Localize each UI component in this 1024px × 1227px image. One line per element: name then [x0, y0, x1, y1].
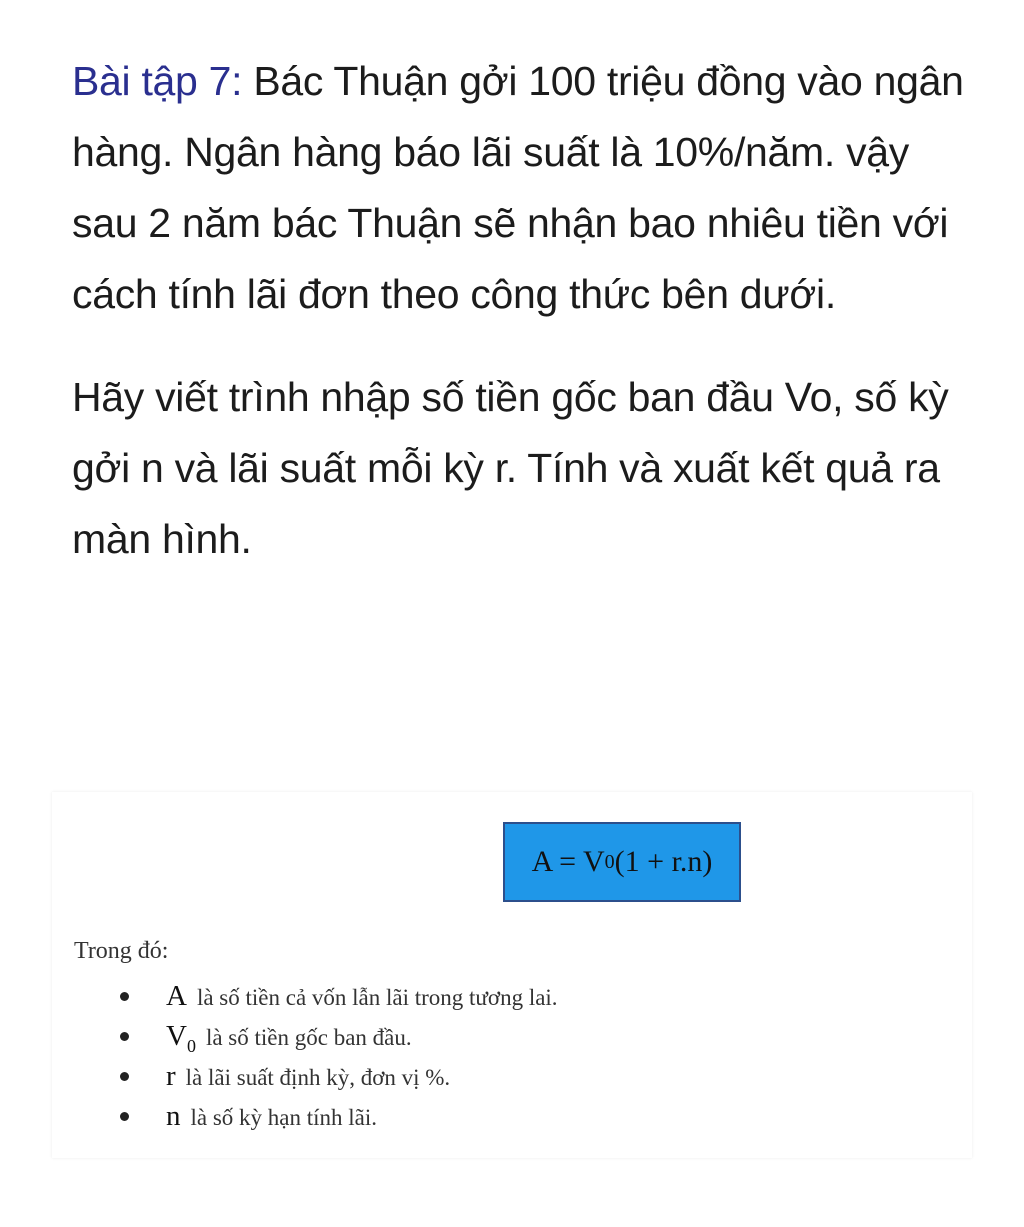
- definition-item: [120, 1096, 558, 1136]
- definition-symbol: A: [166, 980, 187, 1012]
- bullet-icon: [120, 1072, 129, 1081]
- problem-statement: [72, 46, 972, 575]
- definition-symbol: $V_0$: [166, 1020, 196, 1056]
- definition-text: là số kỳ hạn tính lãi.: [190, 1105, 378, 1130]
- formula-rhs: (1 + r.n): [614, 845, 713, 878]
- formula-lhs: A = V: [531, 845, 605, 878]
- problem-text: Bác Thuận gởi 100 triệu đồng vào ngân hàng. Ngân hàng báo lãi suất là 10%/năm. vậy sau 2 năm bác Thuận sẽ nhận bao nhiêu tiền với cách tính lãi đơn theo công thức bên dưới.: [72, 58, 964, 317]
- task-paragraph: Hãy viết trình nhập số tiền gốc ban đầu Vo, số kỳ gởi n và lãi suất mỗi kỳ r. Tính và xuất kết quả ra màn hình.: [72, 374, 949, 562]
- formula-subscript: 0: [604, 850, 615, 873]
- bullet-icon: [120, 1032, 129, 1041]
- bullet-icon: [120, 1112, 129, 1121]
- formula-box: [503, 822, 741, 902]
- definition-text: là số tiền cả vốn lẫn lãi trong tương lai.: [196, 985, 558, 1010]
- definition-text: là lãi suất định kỳ, đơn vị %.: [185, 1065, 451, 1090]
- definition-symbol: r: [166, 1060, 176, 1092]
- formula-figure: [52, 792, 972, 1158]
- definition-symbol: n: [166, 1100, 181, 1132]
- definition-item: [120, 1056, 558, 1096]
- definition-item: [120, 1016, 558, 1056]
- definitions-intro: Trong đó:: [74, 938, 169, 964]
- bullet-icon: [120, 992, 129, 1001]
- exercise-label: Bài tập 7:: [72, 58, 243, 104]
- definition-item: [120, 976, 558, 1016]
- problem-paragraph-1: [72, 46, 972, 330]
- definitions-list: [120, 976, 558, 1136]
- definition-text: là số tiền gốc ban đầu.: [205, 1025, 412, 1050]
